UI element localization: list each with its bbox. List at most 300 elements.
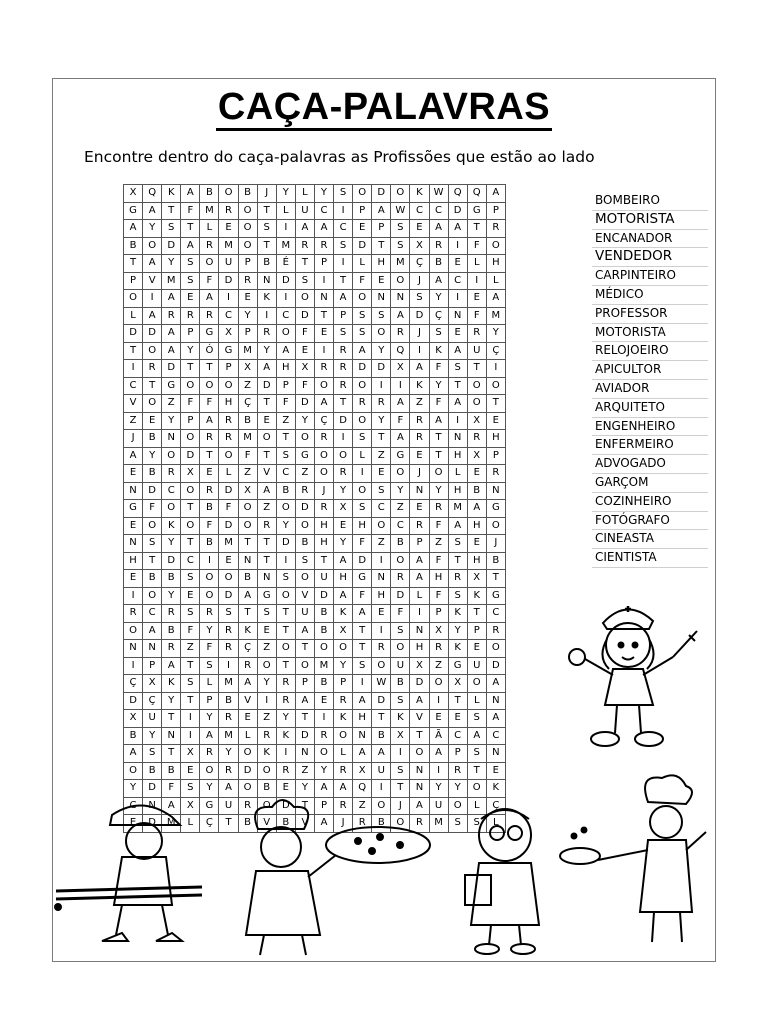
grid-cell[interactable]: C: [219, 307, 238, 325]
grid-cell[interactable]: A: [238, 587, 257, 605]
grid-cell[interactable]: L: [486, 272, 505, 290]
grid-cell[interactable]: S: [219, 605, 238, 623]
grid-cell[interactable]: R: [314, 430, 333, 448]
grid-cell[interactable]: Y: [143, 220, 162, 238]
grid-cell[interactable]: S: [181, 255, 200, 273]
grid-cell[interactable]: R: [410, 517, 429, 535]
grid-cell[interactable]: O: [391, 465, 410, 483]
grid-cell[interactable]: P: [238, 325, 257, 343]
grid-cell[interactable]: J: [314, 482, 333, 500]
grid-cell[interactable]: Z: [372, 447, 391, 465]
grid-cell[interactable]: S: [334, 185, 353, 203]
grid-cell[interactable]: S: [181, 570, 200, 588]
grid-cell[interactable]: N: [314, 290, 333, 308]
grid-cell[interactable]: X: [124, 185, 143, 203]
grid-cell[interactable]: G: [124, 202, 143, 220]
grid-cell[interactable]: W: [429, 185, 448, 203]
grid-cell[interactable]: X: [410, 657, 429, 675]
grid-cell[interactable]: D: [391, 587, 410, 605]
grid-cell[interactable]: F: [429, 395, 448, 413]
grid-cell[interactable]: L: [276, 202, 295, 220]
grid-cell[interactable]: A: [181, 185, 200, 203]
grid-cell[interactable]: B: [429, 255, 448, 273]
grid-cell[interactable]: O: [391, 272, 410, 290]
grid-cell[interactable]: V: [257, 465, 276, 483]
grid-cell[interactable]: L: [353, 255, 372, 273]
grid-cell[interactable]: R: [162, 465, 181, 483]
grid-cell[interactable]: O: [334, 727, 353, 745]
grid-cell[interactable]: O: [314, 745, 333, 763]
grid-cell[interactable]: E: [448, 255, 467, 273]
grid-cell[interactable]: X: [181, 465, 200, 483]
grid-cell[interactable]: S: [391, 622, 410, 640]
grid-cell[interactable]: P: [314, 255, 333, 273]
grid-cell[interactable]: O: [391, 185, 410, 203]
grid-cell[interactable]: T: [295, 710, 314, 728]
grid-cell[interactable]: G: [467, 202, 486, 220]
grid-cell[interactable]: T: [276, 605, 295, 623]
grid-cell[interactable]: T: [486, 395, 505, 413]
grid-cell[interactable]: P: [295, 675, 314, 693]
grid-cell[interactable]: I: [467, 272, 486, 290]
grid-cell[interactable]: U: [391, 657, 410, 675]
grid-cell[interactable]: Ç: [486, 342, 505, 360]
grid-cell[interactable]: O: [257, 430, 276, 448]
grid-cell[interactable]: O: [486, 517, 505, 535]
grid-cell[interactable]: O: [181, 430, 200, 448]
grid-cell[interactable]: B: [372, 815, 391, 833]
grid-cell[interactable]: O: [334, 640, 353, 658]
grid-cell[interactable]: O: [314, 640, 333, 658]
grid-cell[interactable]: T: [353, 640, 372, 658]
grid-cell[interactable]: B: [162, 570, 181, 588]
grid-cell[interactable]: I: [353, 675, 372, 693]
grid-cell[interactable]: X: [238, 360, 257, 378]
grid-cell[interactable]: M: [219, 535, 238, 553]
grid-cell[interactable]: E: [295, 342, 314, 360]
grid-cell[interactable]: Y: [295, 780, 314, 798]
grid-cell[interactable]: R: [162, 307, 181, 325]
grid-cell[interactable]: E: [372, 605, 391, 623]
grid-cell[interactable]: Z: [124, 412, 143, 430]
grid-cell[interactable]: Ç: [238, 640, 257, 658]
grid-cell[interactable]: E: [467, 535, 486, 553]
grid-cell[interactable]: A: [334, 552, 353, 570]
grid-cell[interactable]: Y: [448, 780, 467, 798]
grid-cell[interactable]: O: [372, 325, 391, 343]
grid-cell[interactable]: B: [143, 430, 162, 448]
grid-cell[interactable]: C: [162, 482, 181, 500]
grid-cell[interactable]: R: [219, 640, 238, 658]
grid-cell[interactable]: B: [200, 500, 219, 518]
grid-cell[interactable]: Z: [181, 640, 200, 658]
grid-cell[interactable]: Y: [276, 185, 295, 203]
grid-cell[interactable]: U: [372, 762, 391, 780]
grid-cell[interactable]: R: [238, 272, 257, 290]
grid-cell[interactable]: B: [162, 762, 181, 780]
grid-cell[interactable]: A: [124, 220, 143, 238]
grid-cell[interactable]: E: [486, 762, 505, 780]
grid-cell[interactable]: E: [219, 552, 238, 570]
grid-cell[interactable]: L: [467, 692, 486, 710]
grid-cell[interactable]: R: [200, 482, 219, 500]
grid-cell[interactable]: Z: [257, 710, 276, 728]
grid-cell[interactable]: S: [276, 447, 295, 465]
grid-cell[interactable]: D: [314, 587, 333, 605]
grid-cell[interactable]: T: [143, 552, 162, 570]
grid-cell[interactable]: B: [467, 482, 486, 500]
grid-cell[interactable]: D: [219, 517, 238, 535]
grid-cell[interactable]: D: [143, 815, 162, 833]
grid-cell[interactable]: X: [391, 727, 410, 745]
grid-cell[interactable]: D: [162, 552, 181, 570]
grid-cell[interactable]: O: [372, 797, 391, 815]
grid-cell[interactable]: Z: [295, 465, 314, 483]
grid-cell[interactable]: S: [353, 430, 372, 448]
grid-cell[interactable]: S: [162, 220, 181, 238]
grid-cell[interactable]: V: [410, 710, 429, 728]
grid-cell[interactable]: O: [295, 430, 314, 448]
grid-cell[interactable]: Q: [391, 342, 410, 360]
grid-cell[interactable]: I: [429, 692, 448, 710]
grid-cell[interactable]: F: [353, 587, 372, 605]
grid-cell[interactable]: P: [238, 255, 257, 273]
grid-cell[interactable]: H: [448, 447, 467, 465]
grid-cell[interactable]: F: [353, 272, 372, 290]
grid-cell[interactable]: H: [410, 640, 429, 658]
grid-cell[interactable]: B: [143, 762, 162, 780]
grid-cell[interactable]: H: [448, 482, 467, 500]
grid-cell[interactable]: B: [124, 727, 143, 745]
grid-cell[interactable]: T: [429, 430, 448, 448]
grid-cell[interactable]: I: [372, 552, 391, 570]
grid-cell[interactable]: A: [467, 727, 486, 745]
grid-cell[interactable]: Ç: [429, 307, 448, 325]
grid-cell[interactable]: I: [124, 657, 143, 675]
grid-cell[interactable]: D: [181, 447, 200, 465]
grid-cell[interactable]: V: [238, 692, 257, 710]
grid-cell[interactable]: F: [391, 412, 410, 430]
grid-cell[interactable]: B: [314, 622, 333, 640]
grid-cell[interactable]: R: [200, 307, 219, 325]
grid-cell[interactable]: O: [181, 517, 200, 535]
grid-cell[interactable]: P: [334, 307, 353, 325]
grid-cell[interactable]: R: [219, 412, 238, 430]
grid-cell[interactable]: A: [162, 325, 181, 343]
grid-cell[interactable]: P: [219, 360, 238, 378]
grid-cell[interactable]: C: [314, 202, 333, 220]
grid-cell[interactable]: S: [391, 237, 410, 255]
grid-cell[interactable]: T: [467, 762, 486, 780]
grid-cell[interactable]: H: [467, 517, 486, 535]
grid-cell[interactable]: A: [429, 272, 448, 290]
grid-cell[interactable]: A: [448, 342, 467, 360]
grid-cell[interactable]: A: [124, 745, 143, 763]
grid-cell[interactable]: R: [410, 430, 429, 448]
grid-cell[interactable]: O: [410, 745, 429, 763]
grid-cell[interactable]: O: [391, 552, 410, 570]
grid-cell[interactable]: A: [410, 692, 429, 710]
grid-cell[interactable]: E: [429, 710, 448, 728]
grid-cell[interactable]: R: [448, 570, 467, 588]
grid-cell[interactable]: P: [124, 272, 143, 290]
grid-cell[interactable]: E: [410, 500, 429, 518]
grid-cell[interactable]: Y: [429, 377, 448, 395]
grid-cell[interactable]: R: [410, 815, 429, 833]
grid-cell[interactable]: S: [372, 482, 391, 500]
grid-cell[interactable]: A: [486, 710, 505, 728]
grid-cell[interactable]: S: [467, 745, 486, 763]
grid-cell[interactable]: A: [200, 290, 219, 308]
grid-cell[interactable]: I: [200, 552, 219, 570]
grid-cell[interactable]: Q: [143, 185, 162, 203]
grid-cell[interactable]: N: [257, 570, 276, 588]
grid-cell[interactable]: B: [391, 675, 410, 693]
grid-cell[interactable]: A: [219, 780, 238, 798]
grid-cell[interactable]: T: [295, 255, 314, 273]
grid-cell[interactable]: Y: [448, 622, 467, 640]
grid-cell[interactable]: F: [276, 395, 295, 413]
grid-cell[interactable]: K: [467, 587, 486, 605]
grid-cell[interactable]: R: [162, 640, 181, 658]
grid-cell[interactable]: F: [429, 360, 448, 378]
grid-cell[interactable]: Y: [429, 780, 448, 798]
grid-cell[interactable]: H: [353, 517, 372, 535]
grid-cell[interactable]: X: [143, 675, 162, 693]
grid-cell[interactable]: C: [429, 202, 448, 220]
grid-cell[interactable]: K: [162, 675, 181, 693]
grid-cell[interactable]: A: [448, 517, 467, 535]
grid-cell[interactable]: S: [257, 220, 276, 238]
grid-cell[interactable]: B: [219, 692, 238, 710]
grid-cell[interactable]: O: [353, 185, 372, 203]
grid-cell[interactable]: N: [124, 535, 143, 553]
grid-cell[interactable]: É: [276, 255, 295, 273]
grid-cell[interactable]: U: [219, 797, 238, 815]
grid-cell[interactable]: R: [219, 710, 238, 728]
grid-cell[interactable]: F: [200, 395, 219, 413]
grid-cell[interactable]: R: [334, 377, 353, 395]
grid-cell[interactable]: P: [353, 202, 372, 220]
grid-cell[interactable]: A: [276, 342, 295, 360]
grid-cell[interactable]: T: [295, 640, 314, 658]
grid-cell[interactable]: B: [257, 780, 276, 798]
grid-cell[interactable]: I: [314, 710, 333, 728]
grid-cell[interactable]: R: [238, 657, 257, 675]
grid-cell[interactable]: V: [124, 395, 143, 413]
grid-cell[interactable]: K: [257, 745, 276, 763]
grid-cell[interactable]: D: [276, 535, 295, 553]
grid-cell[interactable]: A: [353, 605, 372, 623]
grid-cell[interactable]: T: [410, 727, 429, 745]
grid-cell[interactable]: N: [448, 430, 467, 448]
grid-cell[interactable]: K: [238, 622, 257, 640]
grid-cell[interactable]: Z: [295, 762, 314, 780]
grid-cell[interactable]: T: [162, 202, 181, 220]
grid-cell[interactable]: H: [219, 395, 238, 413]
grid-cell[interactable]: S: [143, 745, 162, 763]
grid-cell[interactable]: Ó: [200, 342, 219, 360]
grid-cell[interactable]: I: [372, 377, 391, 395]
grid-cell[interactable]: B: [276, 815, 295, 833]
grid-cell[interactable]: U: [429, 797, 448, 815]
grid-cell[interactable]: E: [410, 447, 429, 465]
grid-cell[interactable]: Y: [257, 342, 276, 360]
grid-cell[interactable]: Z: [429, 657, 448, 675]
grid-cell[interactable]: D: [124, 692, 143, 710]
grid-cell[interactable]: I: [391, 377, 410, 395]
grid-cell[interactable]: T: [448, 377, 467, 395]
grid-cell[interactable]: S: [372, 307, 391, 325]
grid-cell[interactable]: P: [467, 622, 486, 640]
grid-cell[interactable]: O: [200, 762, 219, 780]
grid-cell[interactable]: C: [486, 727, 505, 745]
grid-cell[interactable]: K: [448, 605, 467, 623]
grid-cell[interactable]: S: [257, 605, 276, 623]
grid-cell[interactable]: D: [143, 482, 162, 500]
grid-cell[interactable]: A: [314, 780, 333, 798]
grid-cell[interactable]: D: [295, 727, 314, 745]
grid-cell[interactable]: C: [143, 605, 162, 623]
grid-cell[interactable]: D: [486, 657, 505, 675]
grid-cell[interactable]: T: [467, 605, 486, 623]
grid-cell[interactable]: O: [162, 447, 181, 465]
grid-cell[interactable]: C: [372, 500, 391, 518]
grid-cell[interactable]: E: [448, 325, 467, 343]
grid-cell[interactable]: A: [410, 797, 429, 815]
grid-cell[interactable]: Ç: [238, 395, 257, 413]
grid-cell[interactable]: S: [353, 307, 372, 325]
grid-cell[interactable]: Y: [334, 482, 353, 500]
grid-cell[interactable]: A: [391, 395, 410, 413]
grid-cell[interactable]: K: [162, 185, 181, 203]
grid-cell[interactable]: C: [486, 605, 505, 623]
grid-cell[interactable]: S: [391, 692, 410, 710]
grid-cell[interactable]: E: [467, 640, 486, 658]
grid-cell[interactable]: L: [410, 587, 429, 605]
grid-cell[interactable]: J: [410, 465, 429, 483]
grid-cell[interactable]: B: [238, 412, 257, 430]
grid-cell[interactable]: O: [238, 500, 257, 518]
grid-cell[interactable]: A: [467, 500, 486, 518]
grid-cell[interactable]: A: [314, 815, 333, 833]
grid-cell[interactable]: D: [372, 360, 391, 378]
grid-cell[interactable]: D: [257, 377, 276, 395]
grid-cell[interactable]: H: [486, 255, 505, 273]
grid-cell[interactable]: R: [162, 605, 181, 623]
grid-cell[interactable]: E: [124, 517, 143, 535]
grid-cell[interactable]: N: [391, 290, 410, 308]
grid-cell[interactable]: Z: [276, 412, 295, 430]
grid-cell[interactable]: T: [143, 377, 162, 395]
grid-cell[interactable]: L: [486, 815, 505, 833]
grid-cell[interactable]: G: [200, 797, 219, 815]
grid-cell[interactable]: N: [353, 727, 372, 745]
grid-cell[interactable]: X: [295, 360, 314, 378]
grid-cell[interactable]: O: [372, 517, 391, 535]
grid-cell[interactable]: X: [219, 325, 238, 343]
grid-cell[interactable]: R: [314, 237, 333, 255]
grid-cell[interactable]: T: [467, 220, 486, 238]
grid-cell[interactable]: H: [314, 517, 333, 535]
grid-cell[interactable]: Y: [162, 692, 181, 710]
grid-cell[interactable]: P: [276, 377, 295, 395]
grid-cell[interactable]: Ç: [200, 815, 219, 833]
grid-cell[interactable]: E: [448, 710, 467, 728]
grid-cell[interactable]: D: [276, 272, 295, 290]
grid-cell[interactable]: B: [143, 570, 162, 588]
grid-cell[interactable]: U: [143, 710, 162, 728]
grid-cell[interactable]: M: [429, 815, 448, 833]
grid-cell[interactable]: H: [372, 587, 391, 605]
grid-cell[interactable]: X: [334, 622, 353, 640]
grid-cell[interactable]: A: [429, 412, 448, 430]
grid-cell[interactable]: P: [429, 605, 448, 623]
grid-cell[interactable]: M: [162, 815, 181, 833]
grid-cell[interactable]: R: [238, 797, 257, 815]
grid-cell[interactable]: O: [276, 640, 295, 658]
grid-cell[interactable]: J: [124, 430, 143, 448]
grid-cell[interactable]: T: [276, 622, 295, 640]
grid-cell[interactable]: P: [448, 745, 467, 763]
grid-cell[interactable]: Y: [314, 185, 333, 203]
grid-cell[interactable]: B: [124, 237, 143, 255]
grid-cell[interactable]: F: [200, 272, 219, 290]
grid-cell[interactable]: A: [410, 570, 429, 588]
grid-cell[interactable]: O: [353, 412, 372, 430]
grid-cell[interactable]: A: [391, 430, 410, 448]
grid-cell[interactable]: Y: [200, 622, 219, 640]
grid-cell[interactable]: P: [334, 675, 353, 693]
grid-cell[interactable]: N: [410, 780, 429, 798]
grid-cell[interactable]: T: [467, 360, 486, 378]
grid-cell[interactable]: P: [181, 325, 200, 343]
grid-cell[interactable]: G: [391, 447, 410, 465]
grid-cell[interactable]: P: [486, 447, 505, 465]
grid-cell[interactable]: Y: [486, 325, 505, 343]
grid-cell[interactable]: Y: [314, 762, 333, 780]
grid-cell[interactable]: A: [486, 185, 505, 203]
grid-cell[interactable]: O: [257, 657, 276, 675]
grid-cell[interactable]: L: [200, 675, 219, 693]
grid-cell[interactable]: O: [486, 377, 505, 395]
grid-cell[interactable]: O: [200, 377, 219, 395]
grid-cell[interactable]: N: [410, 622, 429, 640]
grid-cell[interactable]: Z: [372, 535, 391, 553]
grid-cell[interactable]: C: [448, 727, 467, 745]
grid-cell[interactable]: S: [391, 762, 410, 780]
grid-cell[interactable]: S: [410, 290, 429, 308]
grid-cell[interactable]: X: [410, 237, 429, 255]
grid-cell[interactable]: O: [238, 220, 257, 238]
grid-cell[interactable]: A: [238, 675, 257, 693]
grid-cell[interactable]: Y: [162, 412, 181, 430]
grid-cell[interactable]: O: [238, 237, 257, 255]
grid-cell[interactable]: L: [181, 815, 200, 833]
grid-cell[interactable]: D: [372, 185, 391, 203]
grid-cell[interactable]: A: [257, 482, 276, 500]
grid-cell[interactable]: Ç: [314, 412, 333, 430]
grid-cell[interactable]: T: [353, 622, 372, 640]
grid-cell[interactable]: M: [219, 675, 238, 693]
grid-cell[interactable]: H: [486, 430, 505, 448]
grid-cell[interactable]: S: [429, 325, 448, 343]
grid-cell[interactable]: R: [314, 727, 333, 745]
grid-cell[interactable]: S: [334, 325, 353, 343]
grid-cell[interactable]: R: [314, 360, 333, 378]
grid-cell[interactable]: R: [334, 342, 353, 360]
grid-cell[interactable]: O: [295, 290, 314, 308]
